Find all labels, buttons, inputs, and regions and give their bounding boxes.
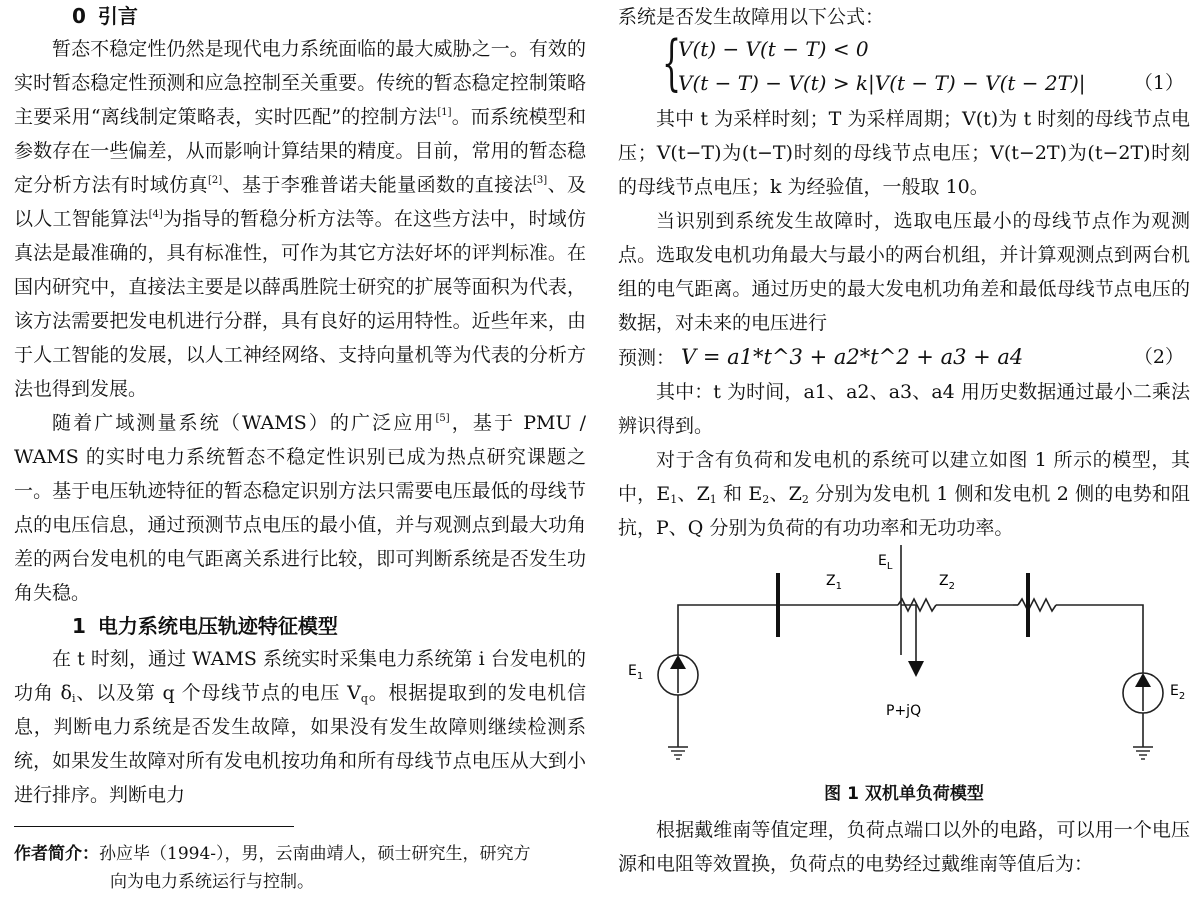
right-bus-wire xyxy=(1108,605,1143,673)
section-0-title: 引言 xyxy=(97,4,138,28)
author-text-line-1: 孙应毕（1994-），男，云南曲靖人，硕士研究生，研究方 xyxy=(99,844,531,864)
equation-1 xyxy=(618,28,1190,98)
equation-1-line-2: V(t − T) − V(t) > k|V(t − T) − V(t − 2T)| xyxy=(678,71,1086,95)
label-z2: $Z_2$ xyxy=(939,573,955,592)
left-column xyxy=(14,0,587,892)
load-feeder xyxy=(901,605,916,663)
formula-intro-text: 系统是否发生故障用以下公式： xyxy=(618,6,885,28)
label-load: P+jQ xyxy=(886,703,922,719)
citation-1[interactable]: [1] xyxy=(437,107,452,118)
equation-2-explanation: 其中：t 为时间，a1、a2、a3、a4 用历史数据通过最小二乘法辨识得到。 xyxy=(618,381,1190,437)
author-footnote xyxy=(14,840,594,896)
equation-1-number: （1） xyxy=(1133,72,1184,94)
right-column xyxy=(618,0,1190,881)
citation-2[interactable]: [2] xyxy=(208,175,223,186)
two-machine-circuit-diagram xyxy=(618,545,1190,781)
equation-2-number: （2） xyxy=(1133,346,1184,368)
label-z1: $Z_1$ xyxy=(826,573,842,592)
section-0-number: 0 xyxy=(72,4,86,28)
load-arrow-icon xyxy=(908,661,924,677)
author-label: 作者简介： xyxy=(14,844,99,864)
intro-paragraph-1: 暂态不稳定性仍然是现代电力系统面临的最大威胁之一。有效的实时暂态稳定性预测和应急控制至关重要。传统的暂态稳定控制策略主要采用“离线制定策略表，实时匹配”的控制方法[1]。而系统模型和参数存在一些偏差，从而影响计算结果的精度。目前，常用的暂态稳定分析方法有时域仿真[2]、基于李雅普诺夫能量函数的直接法[3]、及以人工智能算法[4]为指导的暂稳分析方法等。在这些方法中，时域仿真法是最准确的，具有标准性，可作为其它方法好坏的评判标准。在国内研究中，直接法主要是以薛禹胜院士研究的扩展等面积为代表，该方法需要把发电机进行分群，具有良好的运用特性。近些年来，由于人工智能的发展，以人工神经网络、支持向量机等为代表的分析方法也得到发展。 xyxy=(14,38,586,400)
equation-1-line-1: V(t) − V(t − T) < 0 xyxy=(678,37,869,61)
label-el: $E_L$ xyxy=(878,553,893,572)
equation-2-formula: V = a1*t^3 + a2*t^2 + a3 + a4 xyxy=(681,345,1024,369)
section-1-paragraph: 在 t 时刻，通过 WAMS 系统实时采集电力系统第 i 台发电机的功角 $\delta_i$、以及第 q 个母线节点的电压 $V_q$。根据提取到的发电机信息，判断电力系统是否发生故障，如果没有发生故障则继续检测系统，如果发生故障对所有发电机按功角和所有母线节点电压从大到小进行排序。判断电力 xyxy=(14,648,586,806)
citation-4[interactable]: [4] xyxy=(148,209,163,220)
z2-resistor xyxy=(1018,599,1056,611)
label-e1: $E_1$ xyxy=(628,663,644,682)
equation-2 xyxy=(618,340,1190,375)
section-1-title: 电力系统电压轨迹特征模型 xyxy=(97,614,338,638)
section-1-number: 1 xyxy=(72,614,86,638)
left-bus-wire xyxy=(678,605,823,655)
section-1-heading xyxy=(14,610,586,642)
label-e2: $E_2$ xyxy=(1170,683,1186,702)
prediction-label: 预测： xyxy=(618,347,676,369)
section-0-heading xyxy=(14,0,586,32)
equation-1-brace: { xyxy=(662,28,682,98)
footnote-divider xyxy=(14,826,294,827)
ground-right-icon xyxy=(1133,747,1153,759)
model-description-paragraph: 对于含有负荷和发电机的系统可以建立如图 1 所示的模型，其中，$E_1$、$Z_1$ 和 $E_2$、$Z_2$ 分别为发电机 1 侧和发电机 2 侧的电势和阻抗，P、Q 分别为负荷的有功功率和无功功率。 xyxy=(618,449,1190,539)
thevenin-paragraph: 根据戴维南等值定理，负荷点端口以外的电路，可以用一个电压源和电阻等效置换，负荷点的电势经过戴维南等值后为： xyxy=(618,819,1190,875)
ground-left-icon xyxy=(668,747,688,759)
citation-5[interactable]: [5] xyxy=(435,413,450,424)
observation-point-paragraph: 当识别到系统发生故障时，选取电压最小的母线节点作为观测点。选取发电机功角最大与最小的两台机组，并计算观测点到两台机组的电气距离。通过历史的最大发电机功角差和最低母线节点电压的数据，对未来的电压进行 xyxy=(618,210,1190,334)
figure-1-caption: 图 1 双机单负荷模型 xyxy=(824,784,984,804)
citation-3[interactable]: [3] xyxy=(533,175,548,186)
equation-1-explanation: 其中 t 为采样时刻；T 为采样周期；V(t)为 t 时刻的母线节点电压；V(t−T)为(t−T)时刻的母线节点电压；V(t−2T)为(t−2T)时刻的母线节点电压；k 为经验值，一般取 10。 xyxy=(618,108,1190,198)
author-text-line-2: 向为电力系统运行与控制。 xyxy=(110,872,314,892)
intro-paragraph-2: 随着广域测量系统（WAMS）的广泛应用[5]，基于 PMU / WAMS 的实时电力系统暂态不稳定性识别已成为热点研究课题之一。基于电压轨迹特征的暂态稳定识别方法只需要电压最低的母线节点的电压信息，通过预测节点电压的最小值，并与观测点到最大功角差的两台发电机的电气距离关系进行比较，即可判断系统是否发生功角失稳。 xyxy=(14,412,587,604)
